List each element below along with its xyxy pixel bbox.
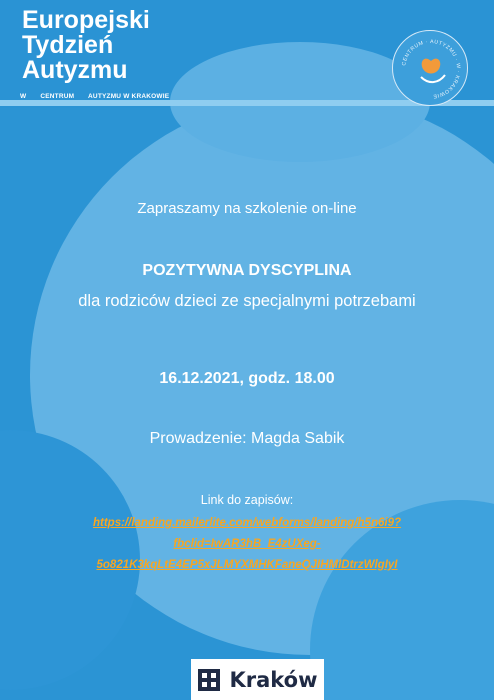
badge-emblem-icon — [393, 31, 469, 107]
badge-text: CENTRUM · AUTYZMU · W · KRAKOWIE — [401, 38, 462, 99]
logo-subtitle-part: AUTYZMU W KRAKOWIE — [88, 93, 170, 100]
krakow-wordmark: Kraków — [229, 667, 318, 692]
host-line: Prowadzenie: Magda Sabik — [149, 430, 345, 447]
signup-link[interactable]: 5o821K3kqLtE4EP5xJLMYXMHKFaneQJIHMIDtrzWlgIyI — [96, 559, 398, 571]
krakow-crest-icon — [197, 668, 221, 692]
training-subtitle: dla rodziców dzieci ze specjalnymi potrzebami — [78, 292, 416, 310]
event-logo-subtitle — [20, 93, 169, 100]
logo-title-line: Tydzień — [22, 31, 114, 59]
logo-subtitle-part: W — [20, 93, 27, 100]
signup-link-label: Link do zapisów: — [200, 493, 294, 507]
logo-subtitle-part: CENTRUM — [40, 93, 75, 100]
krakow-logo — [191, 659, 324, 700]
logo-title-line: Autyzmu — [22, 56, 128, 84]
invitation-text: Zapraszamy na szkolenie on-line — [137, 200, 357, 217]
event-logo-title — [22, 8, 150, 83]
hand-icon — [421, 75, 445, 82]
center-badge-logo — [392, 30, 468, 106]
training-title: POZYTYWNA DYSCYPLINA — [142, 262, 352, 279]
signup-link[interactable]: fbclid=IwAR3hB_E4zUXeg- — [173, 538, 321, 550]
butterfly-wing-icon — [422, 59, 441, 74]
logo-title-line: Europejski — [22, 6, 150, 34]
signup-link[interactable]: https://landing.mailerlite.com/webforms/landing/h5n6i9? — [93, 517, 401, 529]
event-date: 16.12.2021, godz. 18.00 — [159, 370, 335, 387]
